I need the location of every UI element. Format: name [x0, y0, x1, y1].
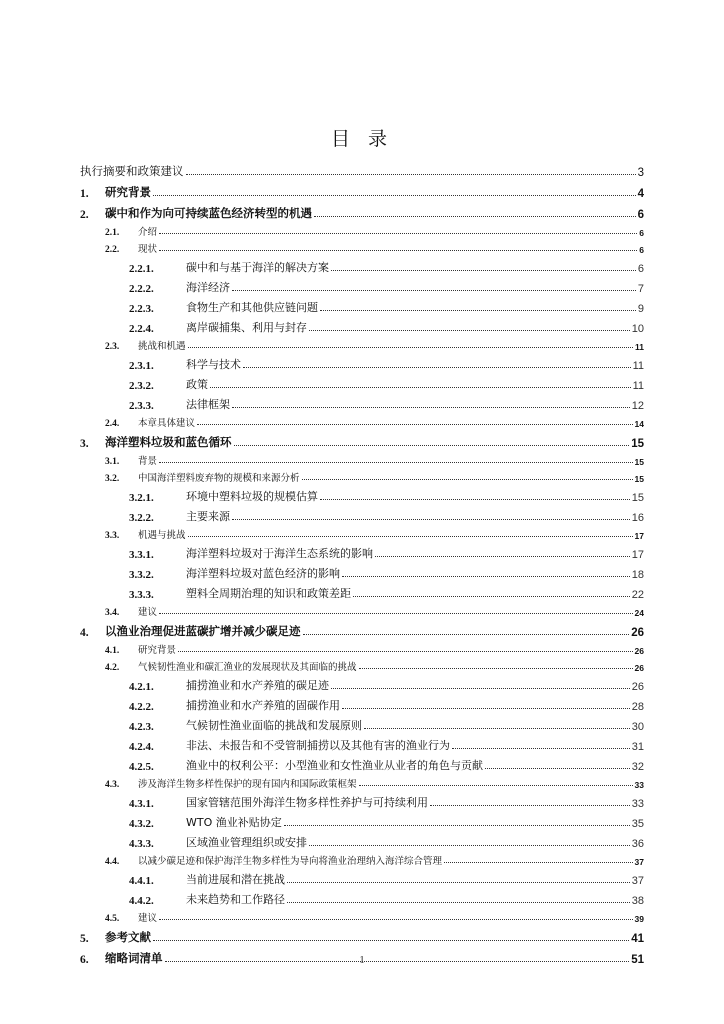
toc-entry-number: 4.3.2.	[129, 818, 154, 830]
toc-entry-page: 12	[631, 400, 644, 412]
toc-entry-label: 机遇与挑战	[138, 530, 186, 541]
toc-leader-dots	[159, 461, 633, 463]
toc-entry-page: 37	[631, 875, 644, 887]
toc-entry-label: 介绍	[138, 227, 158, 238]
toc-entry-number: 3.4.	[105, 608, 120, 618]
toc-entry-page: 16	[631, 512, 644, 524]
toc-entry-number: 4.3.3.	[129, 838, 154, 850]
toc-entry-page: 38	[631, 895, 644, 907]
toc-leader-dots	[287, 901, 630, 903]
toc-entry-number: 4.4.1.	[129, 875, 154, 887]
toc-leader-dots	[359, 667, 633, 669]
toc-entry-page: 11	[632, 360, 644, 372]
toc-entry-label: 参考文献	[105, 930, 151, 944]
toc-entry-page: 51	[631, 954, 644, 966]
toc-entry-page: 31	[631, 741, 644, 753]
toc-entry-number: 4.3.	[105, 780, 120, 790]
toc-entry[interactable]	[80, 907, 644, 924]
toc-entry-number: 3.2.1.	[129, 492, 154, 504]
toc-leader-dots	[232, 406, 630, 408]
toc-entry-number: 2.2.4.	[129, 323, 154, 335]
toc-entry-page: 11	[632, 380, 644, 392]
toc-entry[interactable]	[80, 524, 644, 541]
toc-entry[interactable]	[80, 467, 644, 484]
toc-entry-label: 科学与技术	[186, 358, 241, 371]
toc-entry-label: 海洋塑料垃圾和蓝色循环	[105, 435, 232, 449]
toc-entry-number: 4.	[80, 627, 89, 639]
toc-entry[interactable]	[80, 867, 644, 887]
toc-entry-page: 30	[631, 721, 644, 733]
toc-entry-label: 主要来源	[186, 510, 230, 523]
toc-entry[interactable]	[80, 255, 644, 275]
toc-entry-label: 现状	[138, 244, 158, 255]
toc-leader-dots	[159, 918, 633, 920]
toc-entry-label: 气候韧性渔业和碳汇渔业的发展现状及其面临的挑战	[138, 662, 357, 673]
toc-entry-number: 4.4.2.	[129, 895, 154, 907]
toc-entry[interactable]	[80, 504, 644, 524]
toc-entry[interactable]	[80, 541, 644, 561]
toc-leader-dots	[188, 535, 633, 537]
toc-entry-number: 4.2.3.	[129, 721, 154, 733]
toc-entry-label: 渔业中的权利公平：小型渔业和女性渔业从业者的角色与贡献	[186, 759, 483, 772]
toc-entry-number: 2.4.	[105, 419, 120, 429]
toc-entry-page: 26	[631, 681, 644, 693]
toc-entry-label: WTO 渔业补贴协定	[186, 816, 282, 829]
toc-entry-page: 33	[634, 780, 644, 790]
toc-entry[interactable]	[80, 581, 644, 601]
toc-entry-number: 6.	[80, 954, 89, 966]
toc-entry-page: 33	[631, 798, 644, 810]
toc-leader-dots	[320, 309, 636, 311]
toc-entry-label: 海洋塑料垃圾对于海洋生态系统的影响	[186, 547, 373, 560]
toc-entry-page: 3	[637, 167, 644, 179]
toc-entry-label: 建议	[138, 913, 158, 924]
toc-entry[interactable]	[80, 372, 644, 392]
toc-entry-page: 22	[631, 589, 644, 601]
toc-entry[interactable]	[80, 830, 644, 850]
toc-entry-label: 政策	[186, 378, 208, 391]
toc-entry-number: 2.2.	[105, 245, 120, 255]
toc-entry-label: 非法、未报告和不受管制捕捞以及其他有害的渔业行为	[186, 739, 450, 752]
toc-entry-page: 17	[634, 531, 644, 541]
toc-entry[interactable]	[80, 295, 644, 315]
toc-leader-dots	[342, 575, 630, 577]
toc-entry[interactable]	[80, 238, 644, 255]
toc-entry-label: 挑战和机遇	[138, 341, 186, 352]
toc-leader-dots	[243, 366, 631, 368]
toc-entry[interactable]	[80, 656, 644, 673]
toc-entry-page: 24	[634, 608, 644, 618]
toc-entry[interactable]	[80, 450, 644, 467]
toc-entry-label: 以渔业治理促进蓝碳扩增并减少碳足迹	[105, 624, 301, 638]
toc-entry-number: 4.5.	[105, 914, 120, 924]
toc-entry[interactable]	[80, 733, 644, 753]
toc-entry-page: 14	[634, 419, 644, 429]
toc-entry[interactable]	[80, 887, 644, 907]
toc-entry[interactable]	[80, 790, 644, 810]
toc-entry-page: 26	[631, 627, 644, 639]
toc-leader-dots	[342, 707, 630, 709]
toc-entry-page: 41	[631, 933, 644, 945]
toc-leader-dots	[331, 269, 636, 271]
toc-entry-page: 10	[631, 323, 644, 335]
toc-entry-label: 研究背景	[138, 645, 177, 656]
toc-entry-label: 以减少碳足迹和保护海洋生物多样性为导向将渔业治理纳入海洋综合管理	[138, 856, 443, 867]
toc-entry[interactable]	[80, 810, 644, 830]
toc-leader-dots	[364, 727, 630, 729]
toc-entry-label: 食物生产和其他供应链问题	[186, 301, 318, 314]
toc-entry-label: 当前进展和潜在挑战	[186, 873, 285, 886]
toc-entry[interactable]	[80, 753, 644, 773]
toc-entry-number: 3.	[80, 438, 89, 450]
toc-leader-dots	[284, 824, 630, 826]
toc-entry-number: 2.3.	[105, 342, 120, 352]
toc-entry[interactable]	[80, 392, 644, 412]
toc-entry-number: 3.2.	[105, 474, 120, 484]
toc-entry[interactable]	[80, 200, 644, 221]
toc-leader-dots	[452, 747, 630, 749]
toc-entry-label: 海洋经济	[186, 281, 230, 294]
toc-entry-number: 4.2.	[105, 663, 120, 673]
toc-entry-label: 国家管辖范围外海洋生物多样性养护与可持续利用	[186, 796, 428, 809]
toc-entry-page: 6	[639, 245, 644, 255]
toc-entry-label: 背景	[138, 456, 158, 467]
toc-entry-number: 2.2.1.	[129, 263, 154, 275]
toc-leader-dots	[234, 444, 630, 446]
toc-entry-label: 未来趋势和工作路径	[186, 893, 285, 906]
toc-leader-dots	[309, 844, 630, 846]
toc-entry[interactable]	[80, 561, 644, 581]
toc-entry-page: 32	[631, 761, 644, 773]
toc-leader-dots	[210, 386, 631, 388]
toc-entry-number: 3.2.2.	[129, 512, 154, 524]
toc-entry-page: 26	[634, 663, 644, 673]
toc-entry-label: 法律框架	[186, 398, 230, 411]
toc-entry-number: 4.4.	[105, 857, 120, 867]
toc-entry-number: 3.1.	[105, 457, 120, 467]
page-number: 1	[359, 954, 365, 966]
toc-entry[interactable]	[80, 275, 644, 295]
toc-entry-number: 3.3.3.	[129, 589, 154, 601]
toc-entry-label: 捕捞渔业和水产养殖的固碳作用	[186, 699, 340, 712]
toc-leader-dots	[302, 478, 633, 480]
toc-leader-dots	[287, 881, 630, 883]
toc-entry-label: 区域渔业管理组织或安排	[186, 836, 307, 849]
toc-entry-page: 6	[637, 209, 644, 221]
toc-entry-page: 15	[634, 457, 644, 467]
toc-entry-number: 3.3.2.	[129, 569, 154, 581]
toc-leader-dots	[159, 249, 637, 251]
toc-entry-page: 39	[634, 914, 644, 924]
toc-entry-number: 2.	[80, 209, 89, 221]
toc-entry[interactable]	[80, 618, 644, 639]
toc-entry-number: 4.3.1.	[129, 798, 154, 810]
toc-entry-page: 6	[637, 263, 644, 275]
toc-entry-page: 6	[639, 228, 644, 238]
toc-entry-number: 2.3.2.	[129, 380, 154, 392]
toc-leader-dots	[359, 784, 633, 786]
toc-entry-number: 2.2.3.	[129, 303, 154, 315]
toc-entry-number: 3.3.	[105, 531, 120, 541]
toc-entry-page: 26	[634, 646, 644, 656]
toc-leader-dots	[188, 346, 633, 348]
toc-leader-dots	[303, 633, 630, 635]
toc-entry-label: 建议	[138, 607, 158, 618]
toc-leader-dots	[375, 555, 630, 557]
toc-entry[interactable]	[80, 924, 644, 945]
toc-entry[interactable]	[80, 693, 644, 713]
toc-entry[interactable]	[80, 484, 644, 504]
toc-entry-number: 2.3.1.	[129, 360, 154, 372]
toc-entry-label: 研究背景	[105, 185, 151, 199]
toc-leader-dots	[444, 861, 633, 863]
toc-leader-dots	[153, 194, 636, 196]
toc-leader-dots	[314, 215, 636, 217]
toc-entry[interactable]	[80, 673, 644, 693]
toc-entry-number: 3.3.1.	[129, 549, 154, 561]
toc-leader-dots	[430, 804, 630, 806]
toc-entry-page: 17	[631, 549, 644, 561]
toc-entry-label: 环境中塑料垃圾的规模估算	[186, 490, 318, 503]
toc-entry-page: 9	[637, 303, 644, 315]
table-of-contents	[80, 158, 644, 966]
toc-entry-label: 缩略词清单	[105, 951, 163, 965]
toc-leader-dots	[186, 173, 636, 175]
toc-entry[interactable]	[80, 352, 644, 372]
toc-entry-page: 15	[631, 438, 644, 450]
toc-entry-label: 碳中和作为向可持续蓝色经济转型的机遇	[105, 206, 312, 220]
toc-entry-label: 塑料全周期治理的知识和政策差距	[186, 587, 351, 600]
toc-entry[interactable]	[80, 601, 644, 618]
toc-leader-dots	[159, 232, 637, 234]
toc-entry-number: 4.2.2.	[129, 701, 154, 713]
toc-entry[interactable]	[80, 773, 644, 790]
toc-entry-label: 执行摘要和政策建议	[80, 164, 184, 178]
page-title: 目 录	[330, 128, 394, 150]
toc-entry-label: 中国海洋塑料废弃物的规模和来源分析	[138, 473, 300, 484]
toc-leader-dots	[331, 687, 630, 689]
toc-leader-dots	[309, 329, 630, 331]
toc-entry-page: 37	[634, 857, 644, 867]
toc-leader-dots	[197, 423, 633, 425]
toc-leader-dots	[159, 612, 633, 614]
toc-entry[interactable]	[80, 850, 644, 867]
toc-entry[interactable]	[80, 639, 644, 656]
toc-leader-dots	[232, 289, 636, 291]
toc-entry[interactable]	[80, 158, 644, 179]
toc-entry-number: 4.2.1.	[129, 681, 154, 693]
toc-entry-page: 4	[637, 188, 644, 200]
toc-entry-number: 4.2.5.	[129, 761, 154, 773]
toc-entry-page: 15	[631, 492, 644, 504]
toc-entry-label: 碳中和与基于海洋的解决方案	[186, 261, 329, 274]
toc-leader-dots	[153, 939, 629, 941]
toc-entry-label: 本章具体建议	[138, 418, 196, 429]
toc-entry-page: 28	[631, 701, 644, 713]
toc-entry-label: 海洋塑料垃圾对蓝色经济的影响	[186, 567, 340, 580]
toc-leader-dots	[320, 498, 630, 500]
toc-entry[interactable]	[80, 221, 644, 238]
toc-entry-number: 2.1.	[105, 228, 120, 238]
toc-entry-number: 2.3.3.	[129, 400, 154, 412]
toc-entry-page: 36	[631, 838, 644, 850]
toc-entry-page: 7	[637, 283, 644, 295]
toc-entry-number: 5.	[80, 933, 89, 945]
toc-entry-page: 15	[634, 474, 644, 484]
toc-entry[interactable]	[80, 315, 644, 335]
toc-entry-number: 2.2.2.	[129, 283, 154, 295]
toc-entry[interactable]	[80, 335, 644, 352]
toc-entry[interactable]	[80, 412, 644, 429]
toc-entry-label: 捕捞渔业和水产养殖的碳足迹	[186, 679, 329, 692]
toc-leader-dots	[232, 518, 630, 520]
toc-entry[interactable]	[80, 429, 644, 450]
toc-entry-number: 4.2.4.	[129, 741, 154, 753]
toc-entry-page: 11	[635, 342, 644, 352]
toc-leader-dots	[485, 767, 630, 769]
toc-entry-number: 4.1.	[105, 646, 120, 656]
toc-entry-label: 离岸碳捕集、利用与封存	[186, 321, 307, 334]
toc-leader-dots	[353, 595, 630, 597]
toc-entry-label: 气候韧性渔业面临的挑战和发展原则	[186, 719, 362, 732]
toc-entry-number: 1.	[80, 188, 89, 200]
toc-entry-label: 涉及海洋生物多样性保护的现有国内和国际政策框架	[138, 779, 357, 790]
toc-entry[interactable]	[80, 179, 644, 200]
toc-leader-dots	[178, 650, 633, 652]
toc-entry-page: 18	[631, 569, 644, 581]
toc-entry[interactable]	[80, 713, 644, 733]
toc-entry-page: 35	[631, 818, 644, 830]
